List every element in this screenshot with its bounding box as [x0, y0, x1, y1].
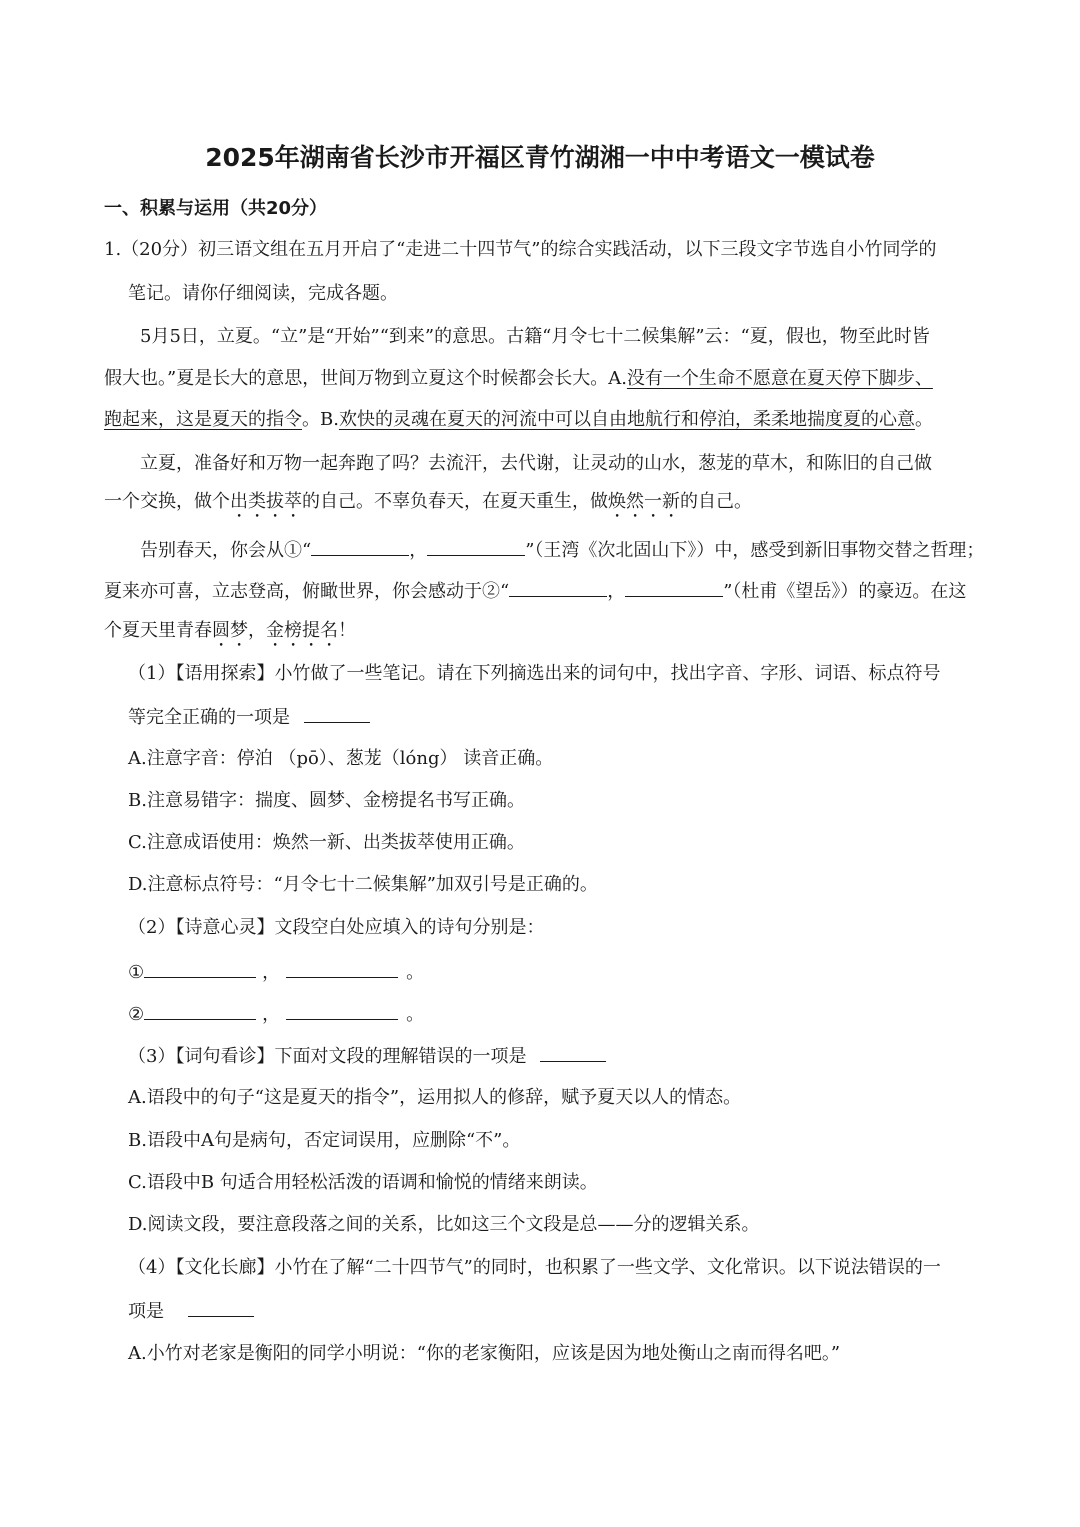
- option-a: A.语段中的句子“这是夏天的指令”，运用拟人的修辞，赋予夏天以人的情态。: [128, 1087, 742, 1108]
- subquestion-3-line1: [128, 1043, 606, 1069]
- exam-title: 2025年湖南省长沙市开福区青竹湖湘一中中考语文一模试卷: [205, 143, 875, 172]
- dotted-word-jinbangtiming: 金榜提名: [266, 620, 338, 641]
- answer-blank[interactable]: [286, 1001, 398, 1020]
- paragraph-1-text: 假大也。”夏是长大的意思，世间万物到立夏这个时候都会长大。A.: [104, 368, 627, 389]
- paragraph-3-text-c: ”（王湾《次北固山下》）中，感受到新旧事物交替之哲理；: [525, 540, 985, 561]
- paragraph-2-text-a: 一个交换，做个: [104, 491, 230, 512]
- dotted-word-huanranyixin: 焕然一新: [608, 491, 680, 512]
- paragraph-2-text-c: 的自己。: [680, 491, 752, 512]
- subquestion-1-line2: [128, 704, 370, 730]
- sentence-a-underlined: 没有一个生命不愿意在夏天停下脚步、: [626, 368, 933, 389]
- comma: ，: [248, 620, 266, 641]
- option-c: C.语段中B 句适合用轻松活泼的语调和愉悦的情绪来朗读。: [128, 1172, 598, 1193]
- dotted-word-chuleibacui: 出类拔萃: [230, 491, 302, 512]
- paragraph-3-text-d: 夏来亦可喜，立志登高，俯瞰世界，你会感动于②“: [104, 581, 510, 602]
- sentence-b-underlined: 欢快的灵魂在夏天的河流中可以自由地航行和停泊，柔柔地揣度夏的心意: [338, 409, 915, 430]
- subquestion-4-line1: （4）【文化长廊】小竹在了解“二十四节气”的同时，也积累了一些文学、文化常识。以下说法错误的一: [128, 1257, 941, 1278]
- comma: ，: [262, 962, 281, 983]
- subquestion-2-line1: （2）【诗意心灵】文段空白处应填入的诗句分别是：: [128, 917, 545, 938]
- poem-blank-row-1: [128, 959, 424, 985]
- sentence-a-underlined-cont: 跑起来，这是夏天的指令: [104, 409, 302, 430]
- subquestion-4-stem: 项是: [128, 1301, 164, 1322]
- question-1-line2: 笔记。请你仔细阅读，完成各题。: [128, 283, 398, 304]
- subquestion-1-stem: 等完全正确的一项是: [128, 707, 290, 728]
- paragraph-1-line1: 5月5日，立夏。“立”是“开始”“到来”的意思。古籍“月令七十二候集解”云：“夏，假也，物至此时皆: [140, 326, 930, 347]
- subquestion-4-line2: [128, 1298, 254, 1324]
- answer-blank[interactable]: [286, 959, 398, 978]
- answer-blank[interactable]: [188, 1298, 254, 1317]
- option-c: C.注意成语使用：焕然一新、出类拔萃使用正确。: [128, 832, 525, 853]
- paragraph-1-line3: [104, 408, 933, 432]
- answer-blank[interactable]: [144, 1001, 256, 1020]
- option-a: A.小竹对老家是衡阳的同学小明说：“你的老家衡阳，应该是因为地处衡山之南而得名吧。”: [128, 1343, 841, 1364]
- paragraph-3-line2: [104, 578, 966, 604]
- sentence-b-marker: 。B.: [302, 409, 339, 430]
- comma: ，: [607, 581, 626, 602]
- answer-blank[interactable]: [540, 1043, 606, 1062]
- poem-blank-row-2: [128, 1001, 424, 1027]
- question-1-line1: 1.（20分）初三语文组在五月开启了“走进二十四节气”的综合实践活动，以下三段文字节选自小竹同学的: [104, 239, 937, 260]
- option-d: D.注意标点符号：“月令七十二候集解”加双引号是正确的。: [128, 874, 598, 895]
- subquestion-3-stem: （3）【词句看诊】下面对文段的理解错误的一项是: [128, 1046, 527, 1067]
- option-b: B.语段中A句是病句，否定词误用，应删除“不”。: [128, 1130, 521, 1151]
- paragraph-3-text-a: 告别春天，你会从①“: [140, 540, 312, 561]
- fill-blank[interactable]: [509, 578, 607, 597]
- paragraph-1-line2: [104, 367, 933, 391]
- paragraph-2-text-b: 的自己。不辜负春天，在夏天重生，做: [302, 491, 608, 512]
- answer-blank[interactable]: [304, 704, 370, 723]
- subquestion-1-line1: （1）【语用探索】小竹做了一些笔记。请在下列摘选出来的词句中，找出字音、字形、词语、标点符号: [128, 663, 941, 684]
- paragraph-3-text-e: ”（杜甫《望岳》）的豪迈。在这: [723, 581, 967, 602]
- period: 。: [406, 1004, 425, 1025]
- paragraph-3-line1: [140, 537, 984, 563]
- comma: ，: [409, 540, 428, 561]
- exclamation: ！: [338, 620, 356, 641]
- circled-number-2: ②: [128, 1004, 145, 1025]
- comma: ，: [262, 1004, 281, 1025]
- paragraph-1-end: 。: [914, 409, 933, 430]
- option-b: B.注意易错字：揣度、圆梦、金榜提名书写正确。: [128, 790, 525, 811]
- period: 。: [406, 962, 425, 983]
- fill-blank[interactable]: [311, 537, 409, 556]
- dotted-word-yuanmeng: 圆梦: [212, 620, 248, 641]
- paragraph-2-line2: [104, 490, 752, 522]
- paragraph-2-line1: 立夏，准备好和万物一起奔跑了吗？去流汗，去代谢，让灵动的山水，葱茏的草木，和陈旧的自己做: [140, 453, 932, 474]
- fill-blank[interactable]: [625, 578, 723, 597]
- answer-blank[interactable]: [144, 959, 256, 978]
- fill-blank[interactable]: [427, 537, 525, 556]
- paragraph-3-line3: [104, 619, 356, 651]
- paragraph-3-text-f: 个夏天里青春: [104, 620, 212, 641]
- circled-number-1: ①: [128, 962, 145, 983]
- option-d: D.阅读文段，要注意段落之间的关系，比如这三个文段是总——分的逻辑关系。: [128, 1214, 760, 1235]
- option-a: A.注意字音：停泊 （pō）、葱茏（lóng） 读音正确。: [128, 748, 554, 769]
- section-heading: 一、积累与运用（共20分）: [104, 198, 328, 219]
